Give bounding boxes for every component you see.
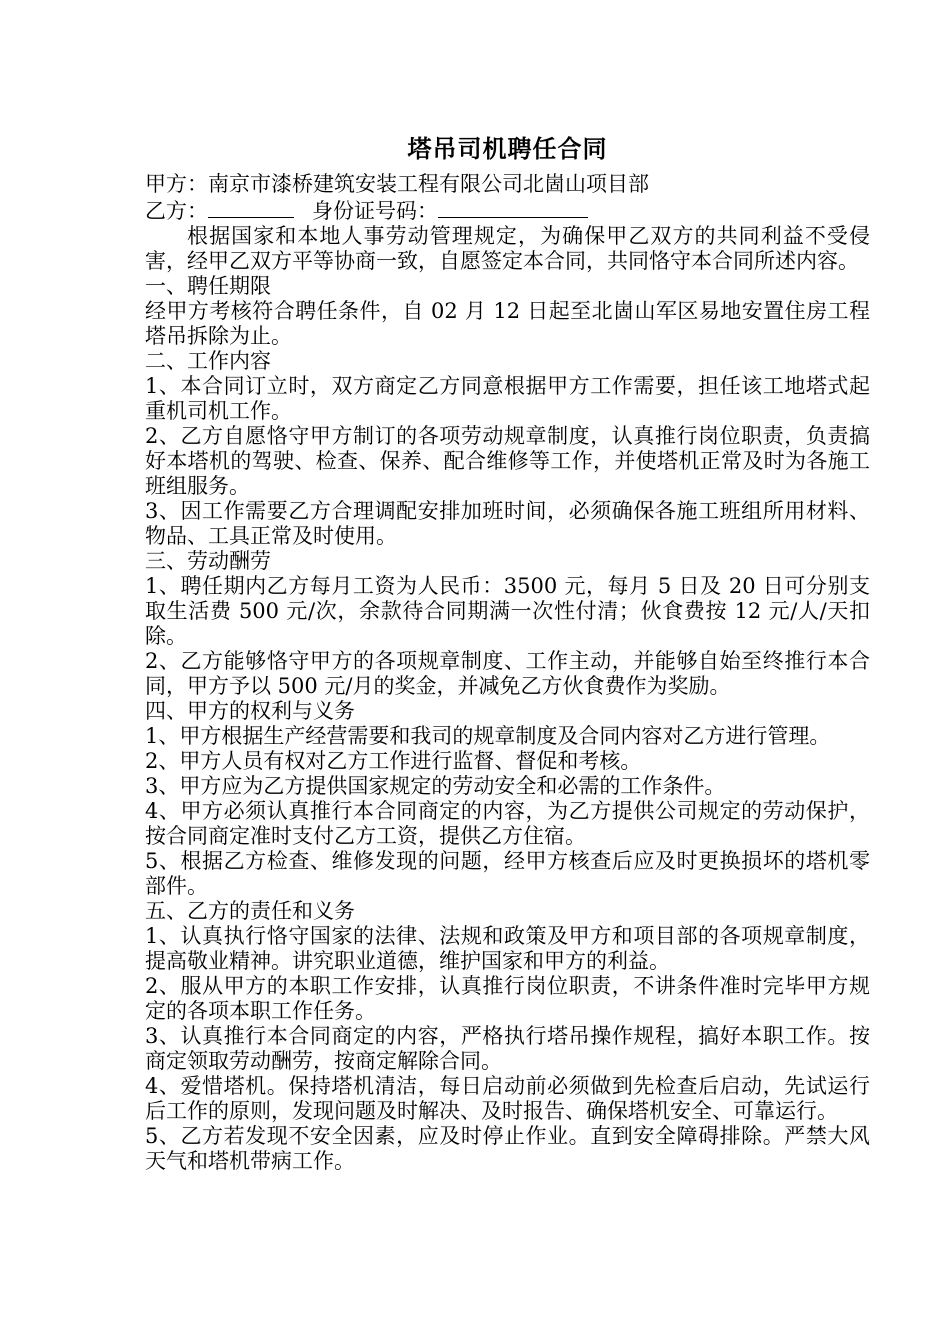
intro-paragraph: 根据国家和本地人事劳动管理规定，为确保甲乙双方的共同利益不受侵害，经甲乙双方平等协商一致，自愿签定本合同，共同恪守本合同所述内容。: [145, 224, 870, 273]
section-heading: 三、劳动酬劳: [145, 549, 271, 573]
clause: 3、甲方应为乙方提供国家规定的劳动安全和必需的工作条件。: [145, 774, 726, 798]
section-heading: 四、甲方的权利与义务: [145, 699, 355, 723]
clause: 2、乙方自愿恪守甲方制订的各项劳动规章制度，认真推行岗位职责，负责搞好本塔机的驾驶、检查、保养、配合维修等工作，并使塔机正常及时为各施工班组服务。: [145, 424, 870, 498]
party-b-label: 乙方：: [145, 199, 208, 223]
clause: 4、甲方必须认真推行本合同商定的内容，为乙方提供公司规定的劳动保护，按合同商定准时支付乙方工资，提供乙方住宿。: [145, 799, 870, 848]
id-number-blank: [438, 197, 588, 218]
section-party-a-rights: [145, 699, 870, 899]
id-number-label: 身份证号码：: [312, 199, 438, 223]
clause: 3、认真推行本合同商定的内容，严格执行塔吊操作规程，搞好本职工作。按商定领取劳动酬劳，按商定解除合同。: [145, 1024, 870, 1073]
party-b-line: [145, 197, 870, 224]
clause: 5、乙方若发现不安全因素，应及时停止作业。直到安全障碍排除。严禁大风天气和塔机带病工作。: [145, 1124, 870, 1173]
party-a-line: 甲方：南京市漆桥建筑安装工程有限公司北崮山项目部: [145, 172, 649, 196]
document-title: 塔吊司机聘任合同: [407, 135, 608, 163]
clause: 经甲方考核符合聘任条件，自 02 月 12 日起至北崮山军区易地安置住房工程塔吊拆除为止。: [145, 299, 870, 348]
clause: 2、乙方能够恪守甲方的各项规章制度、工作主动，并能够自始至终推行本合同，甲方予以 500 元/月的奖金，并减免乙方伙食费作为奖励。: [145, 649, 870, 698]
clause: 1、认真执行恪守国家的法律、法规和政策及甲方和项目部的各项规章制度，提高敬业精神。讲究职业道德，维护国家和甲方的利益。: [145, 924, 870, 973]
section-heading: 一、聘任期限: [145, 274, 271, 298]
clause: 2、甲方人员有权对乙方工作进行监督、督促和考核。: [145, 749, 642, 773]
section-remuneration: [145, 549, 870, 699]
section-party-b-duties: [145, 899, 870, 1174]
clause: 1、聘任期内乙方每月工资为人民币：3500 元，每月 5 日及 20 日可分别支取生活费 500 元/次，余款待合同期满一次性付清；伙食费按 12 元/人/天扣除。: [145, 574, 870, 648]
clause: 3、因工作需要乙方合理调配安排加班时间，必须确保各施工班组所用材料、物品、工具正常及时使用。: [145, 499, 870, 548]
clause: 2、服从甲方的本职工作安排，认真推行岗位职责，不讲条件准时完毕甲方规定的各项本职工作任务。: [145, 974, 870, 1023]
clause: 4、爱惜塔机。保持塔机清洁，每日启动前必须做到先检查后启动，先试运行后工作的原则，发现问题及时解决、及时报告、确保塔机安全、可靠运行。: [145, 1074, 870, 1123]
clause: 5、根据乙方检查、维修发现的问题，经甲方核查后应及时更换损坏的塔机零部件。: [145, 849, 870, 898]
section-heading: 五、乙方的责任和义务: [145, 899, 355, 923]
clause: 1、甲方根据生产经营需要和我司的规章制度及合同内容对乙方进行管理。: [145, 724, 831, 748]
clause: 1、本合同订立时，双方商定乙方同意根据甲方工作需要，担任该工地塔式起重机司机工作。: [145, 374, 870, 423]
party-b-name-blank: [208, 197, 294, 218]
section-term: [145, 274, 870, 349]
section-heading: 二、工作内容: [145, 349, 271, 373]
section-work-content: [145, 349, 870, 549]
contract-page: [145, 132, 870, 1174]
